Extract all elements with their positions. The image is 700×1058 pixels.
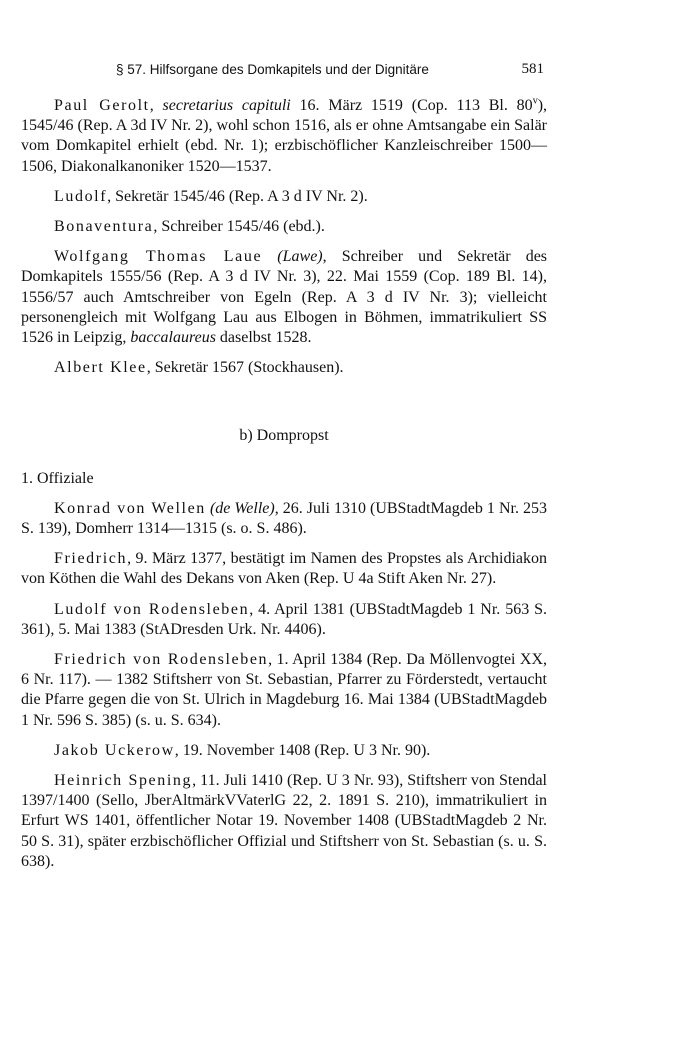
- page-body: [21, 96, 547, 872]
- entry-friedrich-von-rodensleben: Friedrich von Rodensleben, 1. April 1384 (Rep. Da Möllenvogtei XX, 6 Nr. 117). — 1382 Stiftsherr von St. Sebastian, Pfarrer zu Förderstedt, vertaucht die Pfarre gegen die von St. Ulrich in Magdeburg 16. Mai 1384 (UBStadtMagdeb 1 Nr. 596 S. 385) (s. u. S. 634).: [21, 651, 548, 729]
- entry-ludolf: Ludolf, Sekretär 1545/46 (Rep. A 3 d IV Nr. 2).: [54, 187, 368, 205]
- entry-konrad-von-wellen: Konrad von Wellen (de Welle), 26. Juli 1310 (UBStadtMagdeb 1 Nr. 253 S. 139), Domherr 1314—1315 (s. o. S. 486).: [21, 499, 548, 538]
- running-title: § 57. Hilfsorgane des Domkapitels und der Dignitäre: [116, 62, 429, 77]
- section-heading: b) Dompropst: [239, 427, 329, 445]
- page-number: 581: [521, 61, 544, 77]
- running-header: [116, 62, 544, 84]
- entry-jakob-uckerow: Jakob Uckerow, 19. November 1408 (Rep. U 3 Nr. 90).: [54, 741, 431, 759]
- person-name: Wolfgang Thomas Laue: [54, 248, 263, 266]
- person-name: Bonaventura: [54, 218, 154, 236]
- person-name: Albert Klee: [54, 359, 147, 377]
- person-name: Friedrich: [54, 550, 128, 568]
- entry-ludolf-von-rodensleben: Ludolf von Rodensleben, 4. April 1381 (UBStadtMagdeb 1 Nr. 563 S. 361), 5. Mai 1383 (StADresden Urk. Nr. 4406).: [21, 600, 547, 638]
- entry-bonaventura: Bonaventura, Schreiber 1545/46 (ebd.).: [54, 218, 325, 236]
- person-name: Friedrich von Rodensleben: [54, 651, 269, 669]
- person-name: Ludolf: [54, 187, 108, 205]
- entry-heinrich-spening: Heinrich Spening, 11. Juli 1410 (Rep. U 3 Nr. 93), Stiftsherr von Stendal 1397/1400 (Sello, JberAltmärkVVaterlG 22, 2. 1891 S. 210), immatrikuliert in Erfurt WS 1401, öffentlicher Notar 19. November 1408 (UBStadtMagdeb 2 Nr. 50 S. 31), später erzbischöflicher Offizial und Stiftsherr von St. Sebastian (s. u. S. 638).: [21, 772, 548, 870]
- person-name: Ludolf von Rodensleben: [54, 600, 250, 618]
- person-name: Heinrich Spening: [54, 772, 193, 790]
- subsection-heading: 1. Offiziale: [21, 469, 94, 487]
- person-name: Jakob Uckerow: [54, 741, 175, 759]
- entry-wolfgang-thomas-laue: Wolfgang Thomas Laue (Lawe), Schreiber und Sekretär des Domkapitels 1555/56 (Rep. A 3 d IV Nr. 3), 22. Mai 1559 (Cop. 189 Bl. 14), 1556/57 auch Amtschreiber von Egeln (Rep. A 3 d IV Nr. 3); vielleicht personengleich mit Wolfgang Lau aus Elbogen in Böhmen, immatrikuliert SS 1526 in Leipzig, baccalaureus daselbst 1528.: [21, 248, 548, 347]
- entry-paul-gerolt: Paul Gerolt, secretarius capituli 16. März 1519 (Cop. 113 Bl. 80$^v$), 1545/46 (Rep. A 3d IV Nr. 2), wohl schon 1516, als er ohne Amtsangabe ein Salär vom Domkapitel erhielt (ebd. Nr. 1); erzbischöflicher Kanzleischreiber 1500—1506, Diakonalkanoniker 1520—1537.: [21, 95, 548, 175]
- entry-albert-klee: Albert Klee, Sekretär 1567 (Stockhausen).: [54, 359, 344, 377]
- person-name: Paul Gerolt: [54, 97, 150, 114]
- person-name: Konrad von Wellen: [54, 499, 206, 517]
- entry-friedrich: Friedrich, 9. März 1377, bestätigt im Namen des Propstes als Archidiakon von Köthen die Wahl des Dekans von Aken (Rep. U 4a Stift Aken Nr. 27).: [21, 550, 547, 588]
